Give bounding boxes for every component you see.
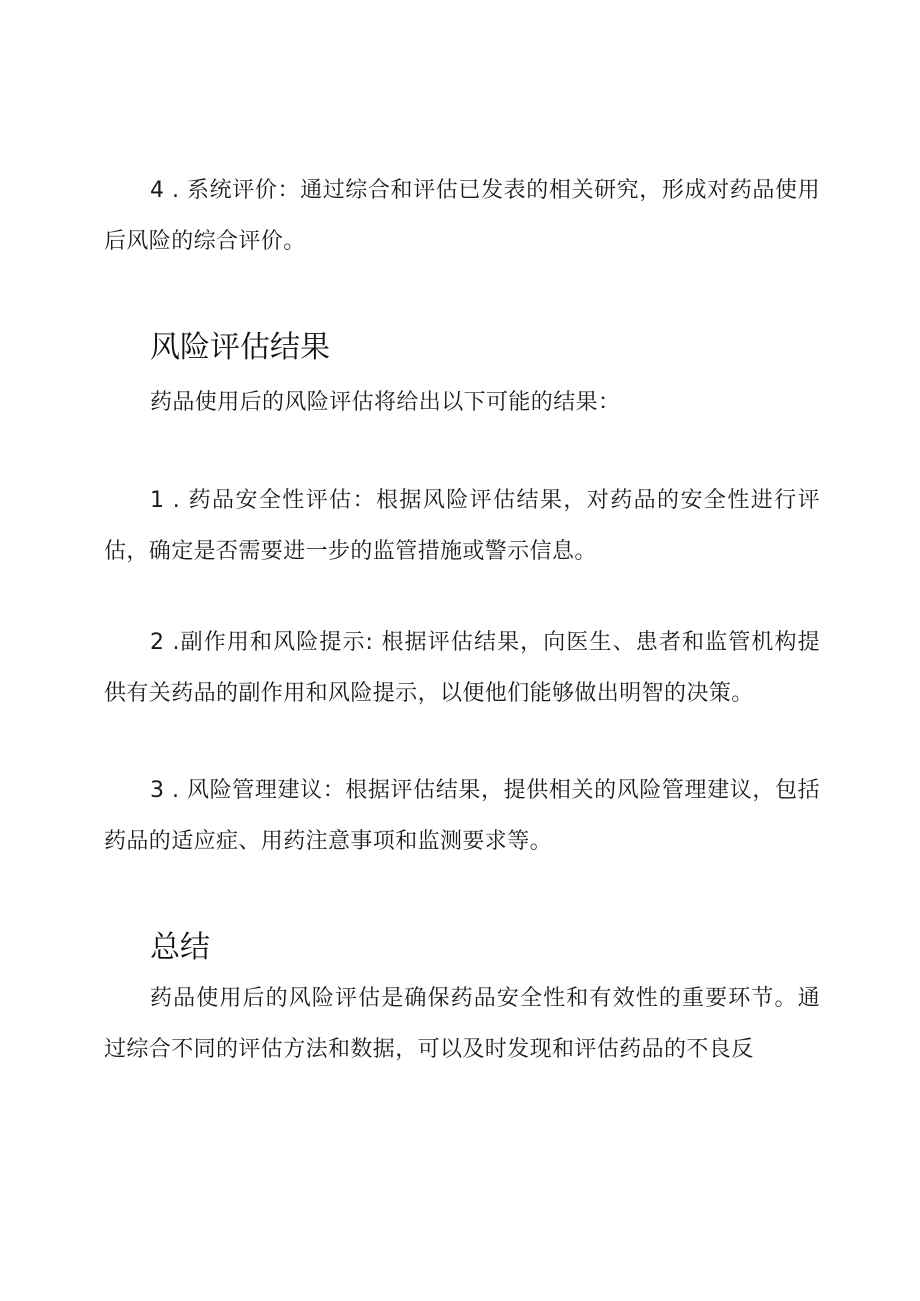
list-item-safety-evaluation: 1 . 药品安全性评估：根据风险评估结果，对药品的安全性进行评估，确定是否需要进一步的监管措施或警示信息。 [104, 488, 820, 564]
section-heading-summary: 总结 [150, 930, 210, 965]
section-heading-risk-results: 风险评估结果 [150, 330, 330, 365]
list-item-system-evaluation: 4 . 系统评价：通过综合和评估已发表的相关研究，形成对药品使用后风险的综合评价。 [104, 178, 820, 254]
list-item-side-effects: 2 .副作用和风险提示: 根据评估结果，向医生、患者和监管机构提供有关药品的副作用和风险提示，以便他们能够做出明智的决策。 [104, 630, 820, 706]
summary-paragraph: 药品使用后的风险评估是确保药品安全性和有效性的重要环节。通过综合不同的评估方法和数据，可以及时发现和评估药品的不良反 [104, 986, 820, 1062]
list-item-risk-management: 3 . 风险管理建议：根据评估结果，提供相关的风险管理建议，包括药品的适应症、用药注意事项和监测要求等。 [104, 778, 820, 854]
results-lead-paragraph: 药品使用后的风险评估将给出以下可能的结果： [150, 390, 621, 415]
